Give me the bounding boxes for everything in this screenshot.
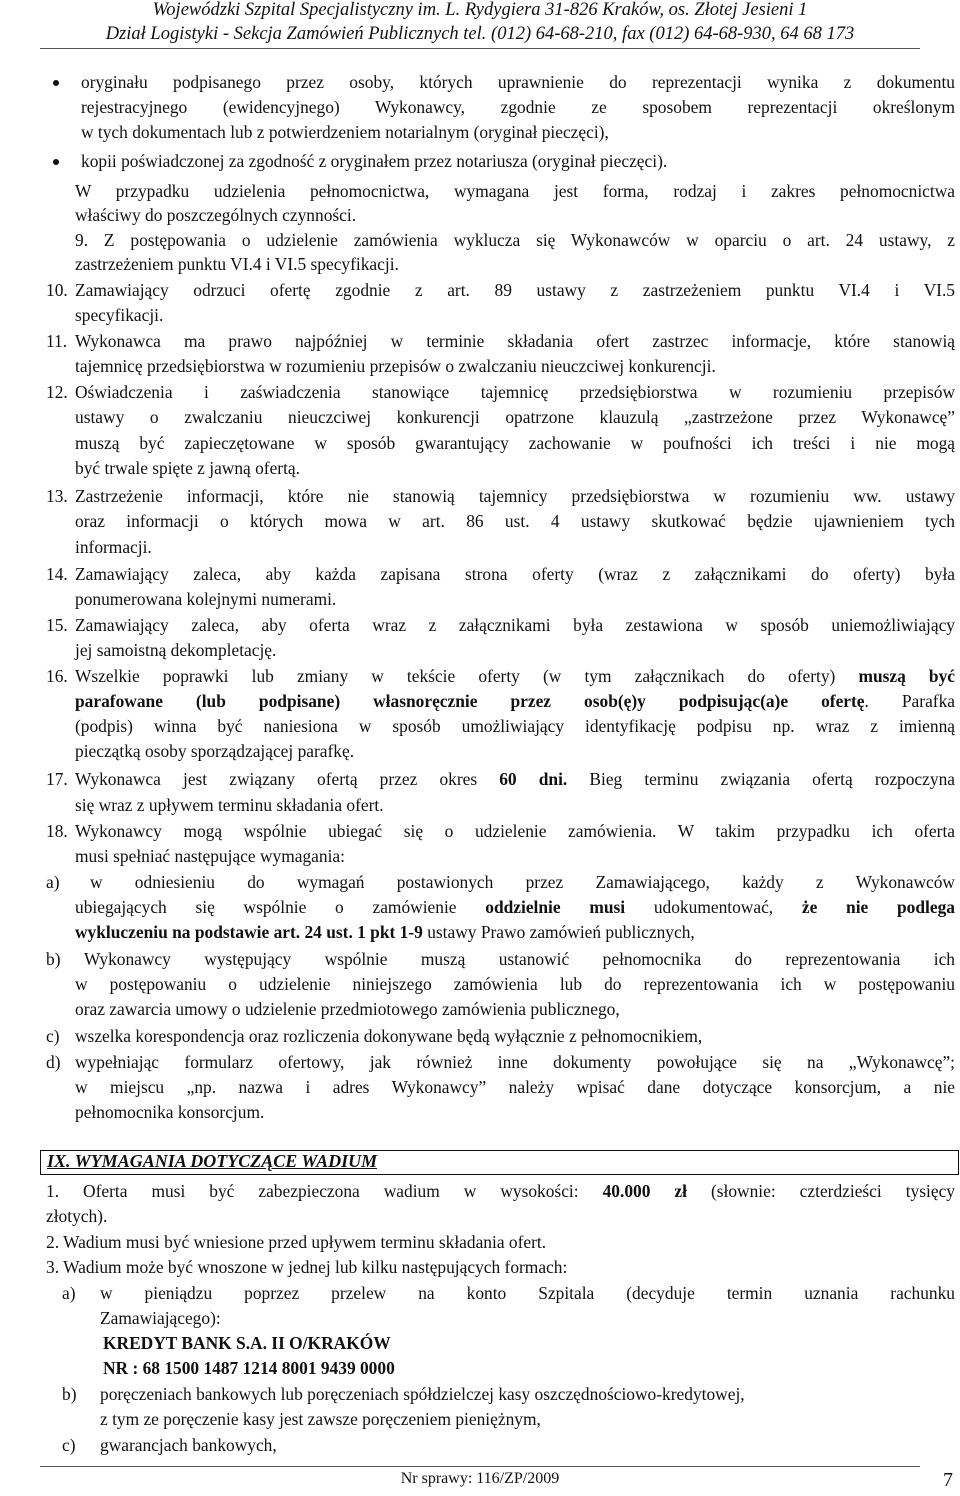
text-line: 2. Wadium musi być wniesione przed upływem terminu składania ofert. xyxy=(46,1232,547,1252)
item-number: 18. xyxy=(46,821,68,841)
item-letter: b) xyxy=(46,949,61,969)
text-line: w tych dokumentach lub z potwierdzeniem notarialnym (oryginał pieczęci), xyxy=(81,122,609,142)
text-line: jej samoistną dekompletację. xyxy=(75,640,277,660)
header-department-contact: Dział Logistyki - Sekcja Zamówień Publicznych tel. (012) 64-68-210, fax (012) 64-68-930, 64 68 173 xyxy=(105,24,855,44)
text-line: Zamawiający zaleca, aby oferta wraz z załącznikami była zestawiona w sposób uniemożliwiający xyxy=(75,615,955,635)
text-line: Wszelkie poprawki lub zmiany w tekście oferty (w tym załącznikach do oferty) muszą być xyxy=(75,666,955,686)
item-number: 11. xyxy=(46,331,68,351)
text-line: 1. Oferta musi być zabezpieczona wadium w wysokości: 40.000 zł (słownie: czterdzieści tysięcy xyxy=(46,1181,955,1201)
item-number: 16. xyxy=(46,666,68,686)
text-line: rejestracyjnego (ewidencyjnego) Wykonawcy, zgodnie ze sposobem reprezentacji określonym xyxy=(81,97,955,117)
text-line: tajemnicę przedsiębiorstwa w rozumieniu przepisów o zwalczaniu nieuczciwej konkurencji. xyxy=(75,356,716,376)
text-line: oryginału podpisanego przez osoby, których uprawnienie do reprezentacji wynika z dokumentu xyxy=(81,72,955,92)
text-line: być trwale spięte z jawną ofertą. xyxy=(75,458,300,478)
text-line: pełnomocnika konsorcjum. xyxy=(75,1102,265,1122)
text-line: z tym ze poręczenie kasy jest zawsze poręczeniem pieniężnym, xyxy=(100,1409,541,1429)
text-line: Wykonawca ma prawo najpóźniej w terminie składania ofert zastrzec informacje, które stanowią xyxy=(75,331,955,351)
text-line: Wykonawcy występujący wspólnie muszą ustanowić pełnomocnika do reprezentowania ich xyxy=(84,949,955,969)
text-line: Zamawiającego): xyxy=(100,1308,221,1328)
text-line: w miejscu „np. nazwa i adres Wykonawcy” należy wpisać dane dotyczące konsorcjum, a nie xyxy=(75,1077,955,1097)
text-line: w postępowaniu o udzielenie niniejszego zamówienia lub do reprezentowania ich w postępowaniu xyxy=(75,974,955,994)
text-line: się wraz z upływem terminu składania ofert. xyxy=(75,795,384,815)
text-line: pieczątką osoby sporządzającej parafkę. xyxy=(75,741,355,761)
text-line: zastrzeżeniem punktu VI.4 i VI.5 specyfikacji. xyxy=(75,254,399,274)
header-hospital-address: Wojewódzki Szpital Specjalistyczny im. L. Rydygiera 31-826 Kraków, os. Złotej Jesieni 1 xyxy=(152,0,808,20)
text-line: Wykonawca jest związany ofertą przez okres 60 dni. Bieg terminu związania ofertą rozpoczyna xyxy=(75,769,955,789)
text-line: wykluczeniu na podstawie art. 24 ust. 1 pkt 1-9 ustawy Prawo zamówień publicznych, xyxy=(75,922,695,942)
footer-rule xyxy=(40,1466,920,1467)
text-line: Wykonawcy mogą wspólnie ubiegać się o udzielenie zamówienia. W takim przypadku ich oferta xyxy=(75,821,955,841)
item-letter: c) xyxy=(62,1435,76,1455)
text-line: informacji. xyxy=(75,537,152,557)
item-number: 12. xyxy=(46,382,68,402)
item-letter: c) xyxy=(46,1026,60,1046)
text-line: ponumerowana kolejnymi numerami. xyxy=(75,589,337,609)
item-letter: a) xyxy=(46,872,60,892)
text-line: złotych). xyxy=(46,1206,108,1226)
text-line: ubiegających się wspólnie o zamówienie oddzielnie musi udokumentować, że nie podlega xyxy=(75,897,955,917)
text-line: kopii poświadczonej za zgodność z oryginałem przez notariusza (oryginał pieczęci). xyxy=(81,151,668,171)
text-line: gwarancjach bankowych, xyxy=(100,1435,277,1455)
text-line: wypełniając formularz ofertowy, jak również inne dokumenty powołujące się na „Wykonawcę”; xyxy=(75,1052,955,1072)
text-line: parafowane (lub podpisane) własnoręcznie przez osob(ę)y podpisując(a)e ofertę. Parafka xyxy=(75,691,955,711)
item-letter: b) xyxy=(62,1384,77,1404)
item-number: 10. xyxy=(46,280,68,300)
bank-account-number: NR : 68 1500 1487 1214 8001 9439 0000 xyxy=(103,1358,395,1378)
text-line: Zastrzeżenie informacji, które nie stanowią tajemnicy przedsiębiorstwa w rozumieniu ww. ustawy xyxy=(75,486,955,506)
text-line: właściwy do poszczególnych czynności. xyxy=(75,205,357,225)
text-line: poręczeniach bankowych lub poręczeniach spółdzielczej kasy oszczędnościowo-kredytowej, xyxy=(100,1384,745,1404)
item-letter: a) xyxy=(62,1283,76,1303)
text-line: Zamawiający zaleca, aby każda zapisana strona oferty (wraz z załącznikami do oferty) była xyxy=(75,564,955,584)
text-line: musi spełniać następujące wymagania: xyxy=(75,846,345,866)
bullet-icon xyxy=(53,159,59,165)
item-number: 15. xyxy=(46,615,68,635)
page-number: 7 xyxy=(943,1469,953,1491)
text-line: oraz zawarcia umowy o udzielenie przedmiotowego zamówienia publicznego, xyxy=(75,999,620,1019)
text-line: W przypadku udzielenia pełnomocnictwa, wymagana jest forma, rodzaj i zakres pełnomocnictwa xyxy=(75,181,955,201)
section-heading: IX. WYMAGANIA DOTYCZĄCE WADIUM xyxy=(47,1151,378,1171)
text-line: muszą być zapieczętowane w sposób gwarantujący zachowanie w poufności ich treści i nie mogą xyxy=(75,433,955,453)
text-line: w odniesieniu do wymagań postawionych przez Zamawiającego, każdy z Wykonawców xyxy=(90,872,955,892)
text-line: w pieniądzu poprzez przelew na konto Szpitala (decyduje termin uznania rachunku xyxy=(100,1283,955,1303)
item-number: 13. xyxy=(46,486,68,506)
text-line: (podpis) winna być naniesiona w sposób umożliwiający identyfikację podpisu np. wraz z imienną xyxy=(75,716,955,736)
text-line: oraz informacji o których mowa w art. 86 ust. 4 ustawy skutkować będzie ujawnieniem tych xyxy=(75,511,955,531)
text-line: specyfikacji. xyxy=(75,305,164,325)
item-number: 17. xyxy=(46,769,68,789)
item-letter: d) xyxy=(46,1052,61,1072)
text-line: Zamawiający odrzuci ofertę zgodnie z art. 89 ustawy z zastrzeżeniem punktu VI.4 i VI.5 xyxy=(75,280,955,300)
item-number: 14. xyxy=(46,564,68,584)
text-line: 3. Wadium może być wnoszone w jednej lub kilku następujących formach: xyxy=(46,1257,568,1277)
footer-case-number: Nr sprawy: 116/ZP/2009 xyxy=(400,1470,560,1487)
text-line: Oświadczenia i zaświadczenia stanowiące tajemnicę przedsiębiorstwa w rozumieniu przepisów xyxy=(75,382,955,402)
text-line: wszelka korespondencja oraz rozliczenia dokonywane będą wyłącznie z pełnomocnikiem, xyxy=(75,1026,703,1046)
text-line: ustawy o zwalczaniu nieuczciwej konkurencji opatrzone klauzulą „zastrzeżone przez Wykonawcę” xyxy=(75,407,955,427)
bullet-icon xyxy=(53,80,59,86)
header-rule xyxy=(40,48,920,49)
text-line: 9. Z postępowania o udzielenie zamówienia wyklucza się Wykonawców w oparciu o art. 24 ustawy, z xyxy=(75,230,955,250)
bank-name: KREDYT BANK S.A. II O/KRAKÓW xyxy=(103,1333,391,1353)
